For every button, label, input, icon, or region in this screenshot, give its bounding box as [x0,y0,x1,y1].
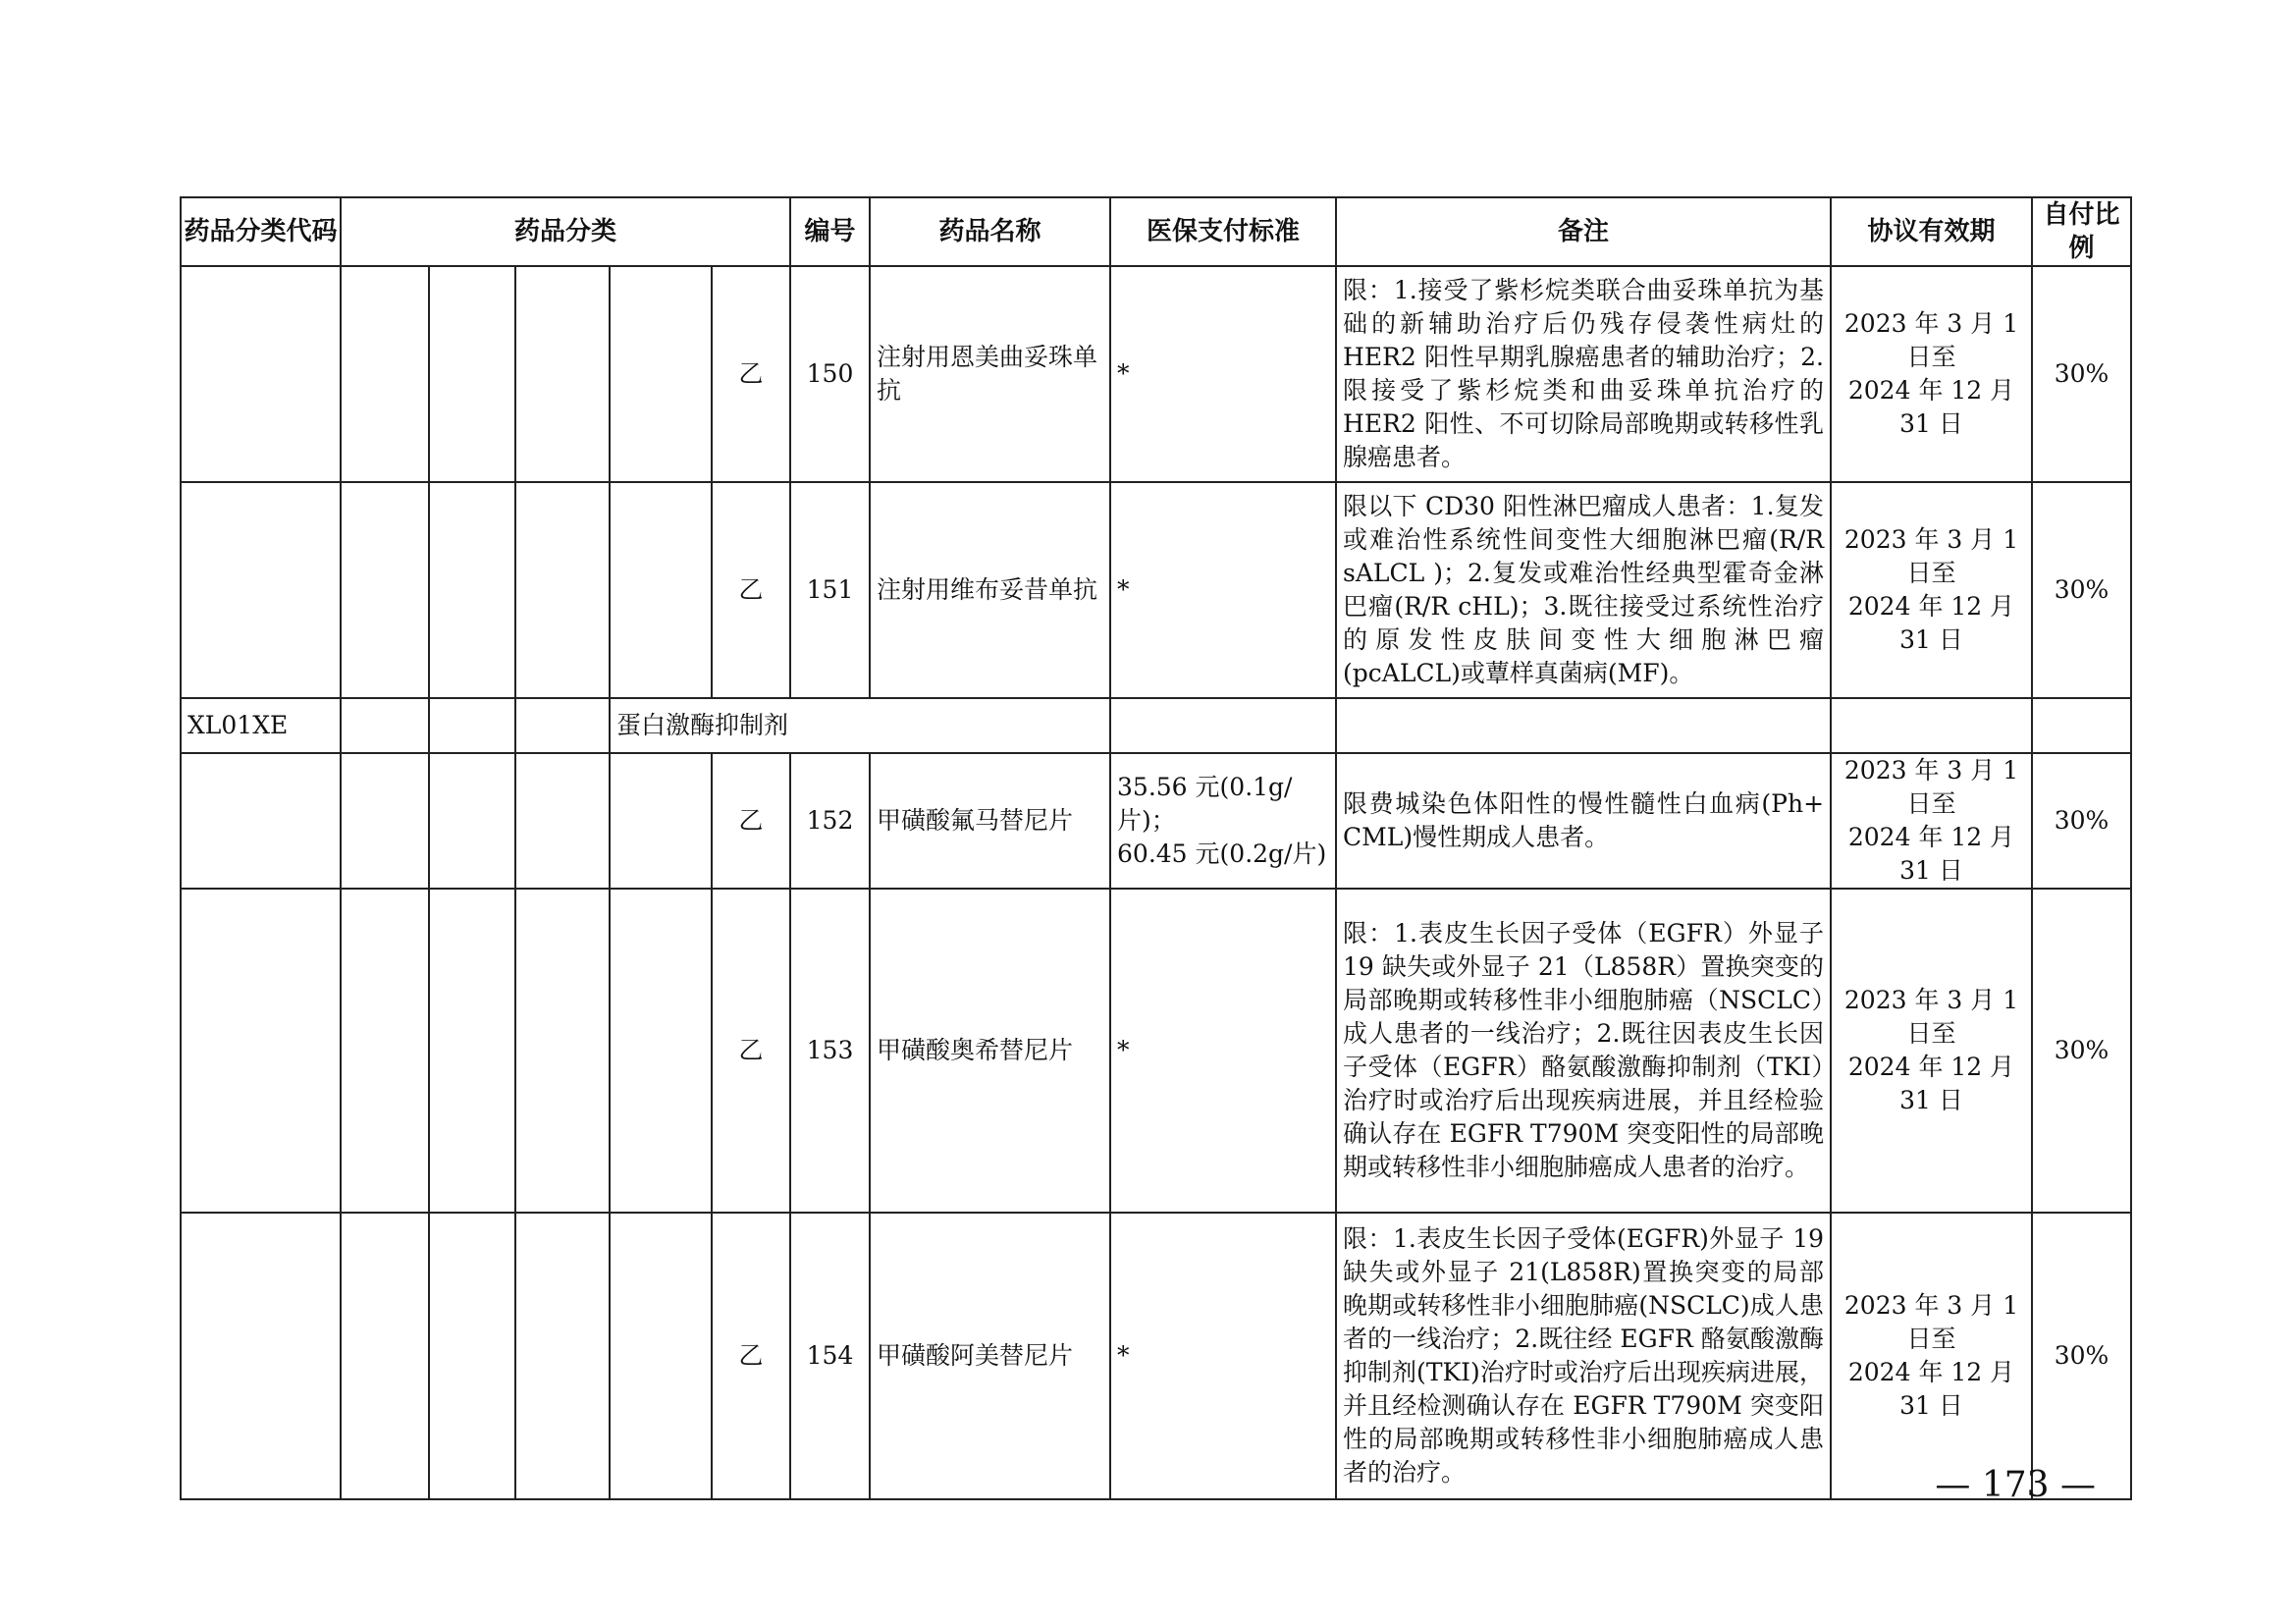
cell-remark: 限以下 CD30 阳性淋巴瘤成人患者：1.复发或难治性系统性间变性大细胞淋巴瘤(R/R sALCL )；2.复发或难治性经典型霍奇金淋巴瘤(R/R cHL)；3.既往接受过系统性治疗的原发性皮肤间变性大细胞淋巴瘤(pcALCL)或蕈样真菌病(MF)。 [1336,482,1831,698]
cell-type: 乙 [712,1213,790,1499]
cell-remark: 限费城染色体阳性的慢性髓性白血病(Ph+ CML)慢性期成人患者。 [1336,753,1831,889]
cell-cat2 [429,482,515,698]
cell-type: 乙 [712,889,790,1213]
cell-number: 150 [790,266,870,482]
cell-cat1 [341,753,429,889]
validity-end: 2024 年 12 月 31 日 [1847,823,2015,885]
drug-table [180,196,2132,1500]
header-name: 药品名称 [870,197,1110,266]
validity-end: 2024 年 12 月 31 日 [1847,1358,2015,1420]
cell-cat3 [515,753,610,889]
cell-ratio: 30% [2032,266,2131,482]
cell-type: 乙 [712,753,790,889]
cell-cat1 [341,889,429,1213]
standard-line2: 60.45 元(0.2g/片) [1117,839,1327,868]
header-code: 药品分类代码 [181,197,341,266]
cell-cat2 [429,889,515,1213]
cell-code [181,753,341,889]
cell-type: 乙 [712,482,790,698]
cell-number: 152 [790,753,870,889]
cell-cat2 [429,1213,515,1499]
cell-remark: 限：1.表皮生长因子受体(EGFR)外显子 19 缺失或外显子 21(L858R)置换突变的局部晚期或转移性非小细胞肺癌(NSCLC)成人患者的一线治疗；2.既往经 EGFR 酪氨酸激酶抑制剂(TKI)治疗时或治疗后出现疾病进展，并且经检测确认存在 EGFR T790M 突变阳性的局部晚期或转移性非小细胞肺癌成人患者的治疗。 [1336,1213,1831,1499]
cell-code [181,266,341,482]
header-ratio: 自付比例 [2032,197,2131,266]
validity-start: 2023 年 3 月 1 日至 [1843,309,2019,371]
validity-end: 2024 年 12 月 31 日 [1847,592,2015,654]
cell-cat3 [515,266,610,482]
cell-cat3 [515,1213,610,1499]
cell-name: 注射用维布妥昔单抗 [870,482,1110,698]
cell-type: 乙 [712,266,790,482]
cell-standard [1110,698,1336,753]
cell-number: 154 [790,1213,870,1499]
cell-name: 甲磺酸氟马替尼片 [870,753,1110,889]
table-row [181,889,2131,1213]
cell-cat3 [515,889,610,1213]
cell-code [181,889,341,1213]
cell-ratio [2032,698,2131,753]
cell-name: 甲磺酸奥希替尼片 [870,889,1110,1213]
cell-cat4 [610,482,712,698]
cell-standard: * [1110,266,1336,482]
cell-category-name: 蛋白激酶抑制剂 [610,698,1110,753]
validity-end: 2024 年 12 月 31 日 [1847,1053,2015,1114]
cell-validity [1831,698,2032,753]
standard-line1: 35.56 元(0.1g/片)； [1117,773,1293,835]
cell-validity [1831,266,2032,482]
cell-validity [1831,753,2032,889]
header-category: 药品分类 [341,197,790,266]
page-number: — 173 — [1935,1465,2096,1505]
cell-cat1 [341,266,429,482]
cell-cat4 [610,753,712,889]
cell-remark: 限：1.表皮生长因子受体（EGFR）外显子 19 缺失或外显子 21（L858R）置换突变的局部晚期或转移性非小细胞肺癌（NSCLC）成人患者的一线治疗；2.既往因表皮生长因子受体（EGFR）酪氨酸激酶抑制剂（TKI）治疗时或治疗后出现疾病进展，并且经检验确认存在 EGFR T790M 突变阳性的局部晚期或转移性非小细胞肺癌成人患者的治疗。 [1336,889,1831,1213]
header-row [181,197,2131,266]
validity-start: 2023 年 3 月 1 日至 [1843,1291,2019,1353]
header-validity: 协议有效期 [1831,197,2032,266]
cell-cat1 [341,482,429,698]
cell-remark: 限：1.接受了紫杉烷类联合曲妥珠单抗为基础的新辅助治疗后仍残存侵袭性病灶的 HER2 阳性早期乳腺癌患者的辅助治疗；2.限接受了紫杉烷类和曲妥珠单抗治疗的 HER2 阳性、不可切除局部晚期或转移性乳腺癌患者。 [1336,266,1831,482]
cell-cat1 [341,698,429,753]
cell-code: XL01XE [181,698,341,753]
header-standard: 医保支付标准 [1110,197,1336,266]
cell-standard [1110,753,1336,889]
cell-number: 153 [790,889,870,1213]
cell-cat4 [610,1213,712,1499]
table-row [181,482,2131,698]
cell-name: 甲磺酸阿美替尼片 [870,1213,1110,1499]
cell-cat2 [429,698,515,753]
cell-cat4 [610,266,712,482]
cell-cat4 [610,889,712,1213]
cell-ratio: 30% [2032,482,2131,698]
cell-validity [1831,889,2032,1213]
validity-start: 2023 年 3 月 1 日至 [1843,756,2019,818]
cell-cat2 [429,266,515,482]
validity-start: 2023 年 3 月 1 日至 [1843,525,2019,587]
cell-remark [1336,698,1831,753]
cell-code [181,482,341,698]
table-row [181,266,2131,482]
cell-standard: * [1110,482,1336,698]
cell-ratio: 30% [2032,889,2131,1213]
validity-end: 2024 年 12 月 31 日 [1847,376,2015,438]
header-number: 编号 [790,197,870,266]
table-row [181,1213,2131,1499]
cell-number: 151 [790,482,870,698]
header-remark: 备注 [1336,197,1831,266]
category-row [181,698,2131,753]
cell-validity [1831,482,2032,698]
cell-cat3 [515,698,610,753]
table-row [181,753,2131,889]
cell-standard: * [1110,1213,1336,1499]
cell-standard: * [1110,889,1336,1213]
cell-cat1 [341,1213,429,1499]
cell-ratio: 30% [2032,753,2131,889]
cell-code [181,1213,341,1499]
cell-ratio: 30% [2032,1213,2131,1499]
cell-cat3 [515,482,610,698]
validity-start: 2023 年 3 月 1 日至 [1843,986,2019,1048]
cell-name: 注射用恩美曲妥珠单抗 [870,266,1110,482]
cell-validity [1831,1213,2032,1499]
cell-cat2 [429,753,515,889]
